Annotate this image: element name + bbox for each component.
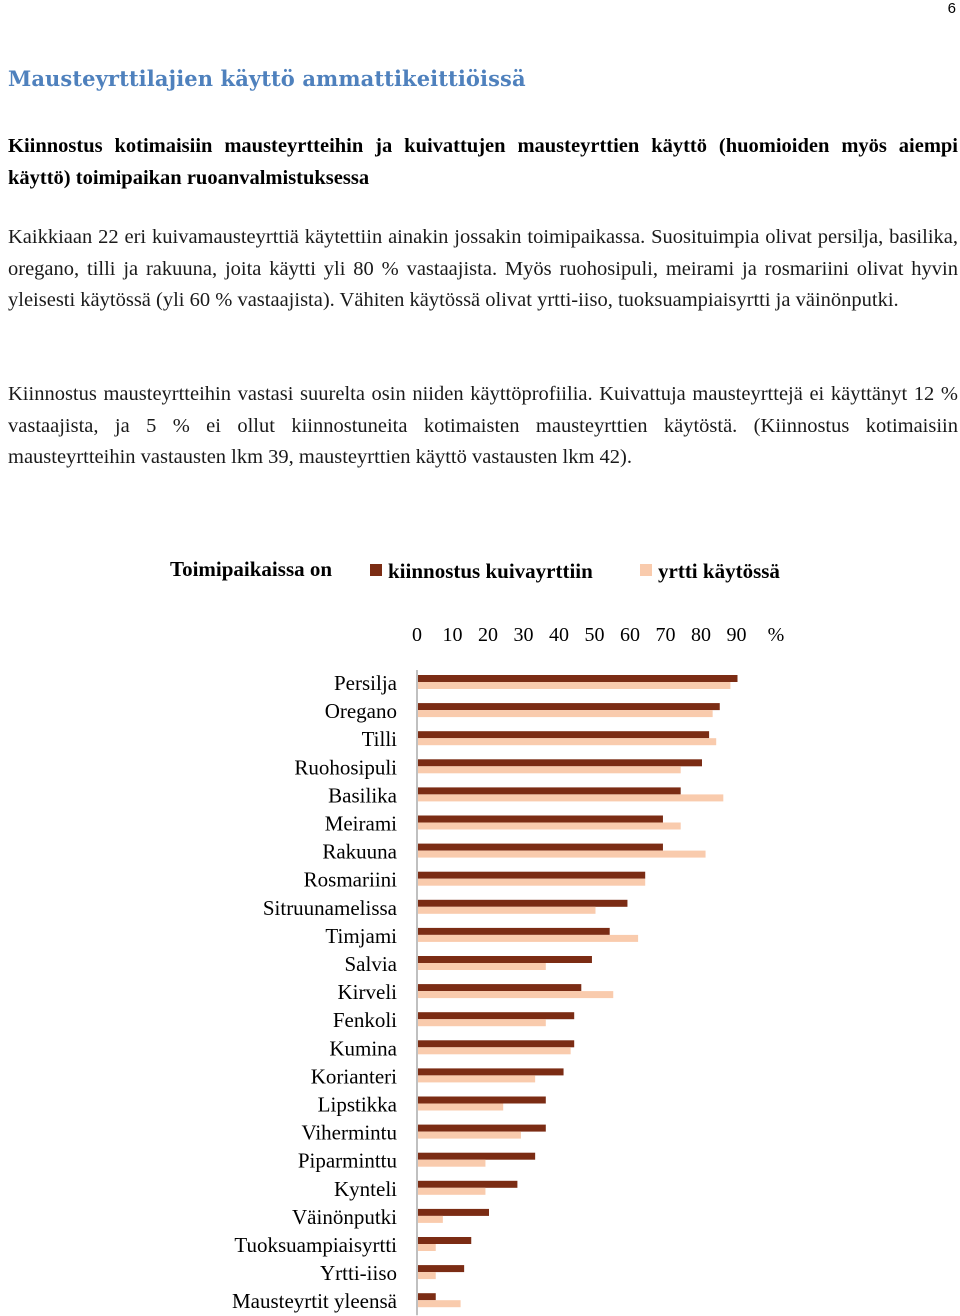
category-label: Timjami (325, 923, 397, 948)
category-label: Fenkoli (332, 1008, 397, 1033)
bar-in-use (418, 1160, 485, 1167)
bar-interest (418, 759, 702, 766)
x-tick-label: 90 (726, 624, 747, 646)
bar-in-use (418, 682, 730, 689)
legend-label-interest: kiinnostus kuivayrttiin (388, 559, 593, 583)
bar-interest (418, 928, 610, 935)
bar-interest (418, 1040, 574, 1047)
bar-in-use (418, 738, 716, 745)
bar-in-use (418, 823, 681, 830)
x-tick-label: 10 (442, 624, 463, 646)
bar-in-use (418, 991, 613, 998)
bar-in-use (418, 710, 713, 717)
bar-in-use (418, 1104, 503, 1111)
bar-in-use (418, 907, 596, 914)
category-label: Ruohosipuli (294, 755, 397, 780)
category-label: Meirami (324, 811, 397, 836)
x-tick-label: 60 (620, 624, 640, 646)
category-label: Mausteyrtit yleensä (231, 1289, 397, 1314)
herb-usage-chart (0, 540, 960, 1316)
category-label: Oregano (324, 699, 397, 724)
bar-in-use (418, 766, 681, 773)
bar-interest (418, 1097, 546, 1104)
bar-interest (418, 956, 592, 963)
bar-in-use (418, 1244, 436, 1251)
x-tick-label: 80 (691, 624, 711, 646)
category-label: Piparminttu (297, 1148, 397, 1173)
bar-interest (418, 900, 627, 907)
bar-interest (418, 844, 663, 851)
bar-in-use (418, 1075, 535, 1082)
section-title: Mausteyrttilajien käyttö ammattikeittiöissä (8, 66, 526, 91)
bar-in-use (418, 1300, 461, 1307)
bar-in-use (418, 1019, 546, 1026)
bar-interest (418, 731, 709, 738)
bar-interest (418, 703, 720, 710)
bar-in-use (418, 963, 546, 970)
category-label: Vihermintu (301, 1120, 397, 1145)
category-label: Basilika (328, 783, 397, 808)
bar-interest (418, 1125, 546, 1132)
bar-in-use (418, 1188, 485, 1195)
bar-in-use (418, 794, 723, 801)
category-label: Väinönputki (292, 1204, 397, 1229)
category-label: Sitruunamelissa (262, 895, 397, 920)
x-tick-label: 0 (412, 624, 422, 646)
x-tick-label: 20 (478, 624, 498, 646)
category-label: Persilja (334, 671, 397, 695)
bar-interest (418, 816, 663, 823)
bar-interest (418, 1237, 471, 1244)
bar-interest (418, 1012, 574, 1019)
bar-in-use (418, 1132, 521, 1139)
bar-interest (418, 872, 645, 879)
bar-interest (418, 1293, 436, 1300)
chart-title: Toimipaikaissa on (170, 557, 333, 581)
bar-in-use (418, 1272, 436, 1279)
x-tick-label: 70 (655, 624, 676, 646)
x-tick-label: 50 (584, 624, 605, 646)
bar-in-use (418, 1216, 443, 1223)
bar-interest (418, 1209, 489, 1216)
category-label: Tuoksuampiaisyrtti (234, 1233, 397, 1257)
bar-interest (418, 675, 738, 682)
bar-in-use (418, 879, 645, 886)
page-number: 6 (947, 0, 956, 17)
category-label: Tilli (361, 727, 397, 752)
paragraph-2: Kiinnostus mausteyrtteihin vastasi suurelta osin niiden käyttöprofiilia. Kuivattuja mausteyrttejä ei käyttänyt 12 % vastaajista, ja 5 % ei ollut kiinnostuneita kotimaisten mausteyrttien käytöstä. (Kiinnostus kotimaisiin mausteyrtteihin vastausten lkm 39, mausteyrttien käyttö vastausten lkm 42). (8, 383, 958, 468)
x-tick-label: 40 (549, 624, 569, 646)
bar-interest (418, 1068, 564, 1075)
bar-in-use (418, 1047, 571, 1054)
legend-label-in-use: yrtti käytössä (658, 559, 780, 583)
category-label: Korianteri (310, 1064, 397, 1089)
bar-in-use (418, 851, 706, 858)
paragraph-1: Kaikkiaan 22 eri kuivamausteyrttiä käytettiin ainakin jossakin toimipaikassa. Suosituimpia olivat persilja, basilika, oregano, tilli ja rakuuna, joita käytti yli 80 % vastaajista. Myös ruohosipuli, meirami ja rosmariini olivat hyvin yleisesti käytössä (yli 60 % vastaajista). Vähiten käytössä olivat yrtti-iiso, tuoksuampiaisyrtti ja väinönputki. (8, 226, 958, 311)
bar-interest (418, 1181, 517, 1188)
bar-interest (418, 984, 581, 991)
category-label: Lipstikka (317, 1092, 397, 1117)
category-label: Kumina (329, 1036, 397, 1061)
legend-swatch-interest (370, 564, 382, 576)
bar-interest (418, 1265, 464, 1272)
category-label: Kynteli (334, 1176, 397, 1201)
category-label: Kirveli (337, 980, 397, 1005)
x-tick-label: 30 (513, 624, 534, 646)
category-label: Salvia (344, 952, 397, 976)
bar-interest (418, 787, 681, 794)
bar-interest (418, 1153, 535, 1160)
category-label: Yrtti-iiso (320, 1261, 397, 1286)
legend-swatch-in-use (640, 564, 652, 576)
bar-in-use (418, 935, 638, 942)
x-axis-unit: % (767, 624, 785, 646)
category-label: Rakuuna (322, 839, 397, 864)
chart-svg (0, 540, 960, 1316)
category-label: Rosmariini (303, 867, 397, 892)
subheading: Kiinnostus kotimaisiin mausteyrtteihin ja kuivattujen mausteyrttien käyttö (huomioiden myös aiempi käyttö) toimipaikan ruoanvalmistuksessa (8, 135, 958, 189)
